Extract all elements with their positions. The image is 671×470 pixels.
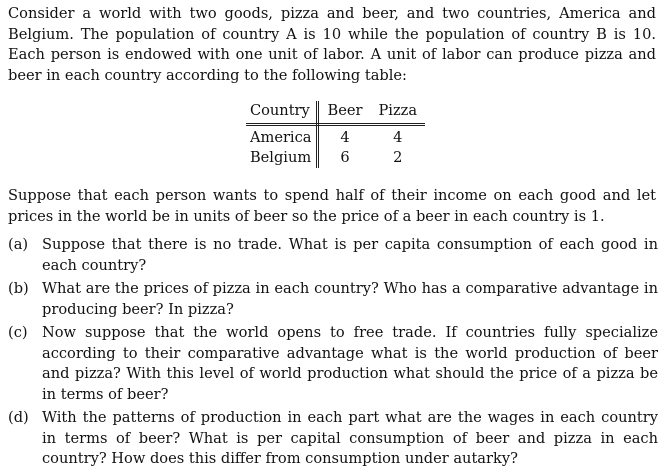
- question-text: What are the prices of pizza in each country? Who has a comparative advantage in producing beer? In pizza?: [42, 280, 658, 318]
- header-pizza: Pizza: [370, 101, 425, 125]
- question-label: (a): [8, 236, 29, 253]
- question-text: With the patterns of production in each part what are the wages in each country in terms of beer? What is per capital consumption of beer and pizza in each country? How does this differ from consumption under autarky?: [42, 409, 658, 467]
- cell-country: Belgium: [246, 148, 318, 168]
- intro-paragraph: Consider a world with two goods, pizza and beer, and two countries, America and Belgium. The population of country A is 10 while the population of country B is 10. Each person is endowed with one unit of labor. A unit of labor can produce pizza and beer in each country according to the following table:: [8, 5, 656, 84]
- question-item-b: [8, 279, 658, 320]
- cell-pizza: 4: [393, 129, 403, 146]
- production-table: [246, 101, 425, 168]
- question-label: (b): [8, 280, 29, 297]
- question-text: Suppose that there is no trade. What is per capita consumption of each good in each country?: [42, 236, 658, 274]
- question-item-d: [8, 408, 658, 470]
- cell-country: America: [246, 125, 318, 149]
- question-list: [8, 235, 658, 470]
- cell-pizza: 2: [393, 149, 403, 166]
- header-country: Country: [246, 101, 318, 125]
- production-table-container: [8, 101, 663, 168]
- header-beer: Beer: [318, 101, 370, 125]
- cell-beer: 4: [340, 129, 350, 146]
- table-row-america: [246, 125, 425, 149]
- question-item-a: [8, 235, 658, 276]
- question-item-c: [8, 323, 658, 405]
- question-label: (d): [8, 409, 29, 426]
- question-label: (c): [8, 324, 28, 341]
- assumption-paragraph: Suppose that each person wants to spend half of their income on each good and let prices in the world be in units of beer so the price of a beer in each country is 1.: [8, 187, 656, 225]
- question-text: Now suppose that the world opens to free trade. If countries fully specialize according to their comparative advantage what is the world production of beer and pizza? With this level of world production what should the price of a pizza be in terms of beer?: [42, 324, 658, 403]
- table-row-belgium: [246, 148, 425, 168]
- table-header-row: [246, 101, 425, 125]
- cell-beer: 6: [340, 149, 350, 166]
